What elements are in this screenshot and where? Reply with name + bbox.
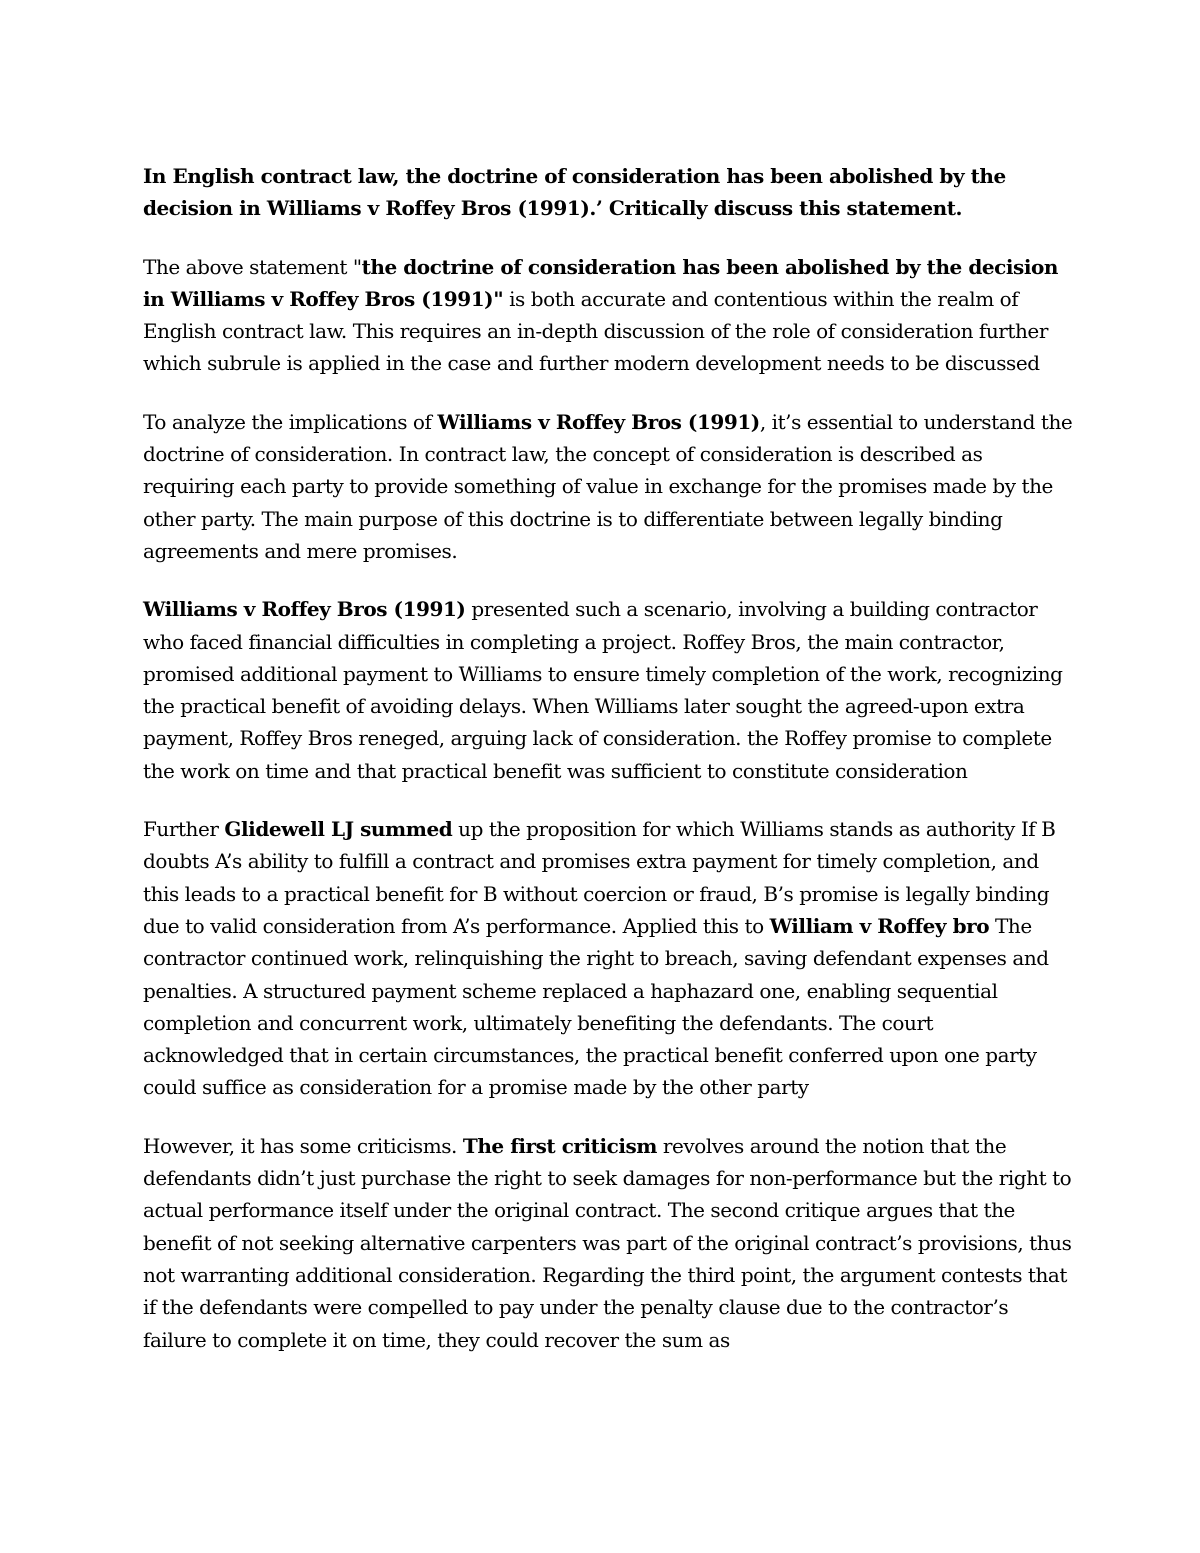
paragraph-criticisms bbox=[143, 1130, 1073, 1356]
text-run: is both accurate and contentious within the realm of English contract law. This requires an in-depth discussion of the role of consideration further which subrule is applied in the case and further modern development needs to be discussed bbox=[143, 286, 1048, 376]
paragraph-doctrine bbox=[143, 406, 1073, 567]
paragraph-glidewell bbox=[143, 813, 1073, 1104]
text-run: revolves around the notion that the defendants didn’t just purchase the right to seek damages for non-performance but the right to actual performance itself under the original contract. The second critique argues that the benefit of not seeking alternative carpenters was part of the original contract’s provisions, thus not warranting additional consideration. Regarding the third point, the argument contests that if the defendants were compelled to pay under the penalty clause due to the contractor’s failure to complete it on time, they could recover the sum as bbox=[143, 1133, 1072, 1352]
bold-text-run: William v Roffey bro bbox=[769, 913, 990, 938]
text-run: However, it has some criticisms. bbox=[143, 1133, 463, 1158]
document-body bbox=[143, 160, 1073, 1382]
bold-text-run: Glidewell LJ summed bbox=[224, 817, 453, 842]
text-run: , it’s essential to understand the doctrine of consideration. In contract law, the concept of consideration is described as requiring each party to provide something of value in exchange for the promises made by the other party. The main purpose of this doctrine is to differentiate between legally binding agreements and mere promises. bbox=[143, 409, 1073, 563]
text-run: The above statement " bbox=[143, 254, 362, 279]
bold-text-run: The first criticism bbox=[462, 1133, 657, 1158]
text-run: up the proposition for which Williams stands as authority If B doubts A’s ability to fulfill a contract and promises extra payment for timely completion, and this leads to a practical benefit for B without coercion or fraud, B’s promise is legally binding due to valid consideration from A’s performance. Applied this to bbox=[143, 817, 1056, 938]
essay-question: In English contract law, the doctrine of consideration has been abolished by the decision in Williams v Roffey Bros (1991).’ Critically discuss this statement. bbox=[143, 164, 1006, 221]
paragraph-case-facts bbox=[143, 593, 1073, 787]
paragraph-intro bbox=[143, 251, 1073, 380]
text-run: presented such a scenario, involving a building contractor who faced financial difficulties in completing a project. Roffey Bros, the main contractor, promised additional payment to Williams to ensure timely completion of the work, recognizing the practical benefit of avoiding delays. When Williams later sought the agreed-upon extra payment, Roffey Bros reneged, arguing lack of consideration. the Roffey promise to complete the work on time and that practical benefit was sufficient to constitute consideration bbox=[143, 597, 1063, 783]
bold-text-run: the doctrine of consideration has been abolished by the decision in Williams v Roffey Bros (1991)" bbox=[143, 254, 1058, 311]
text-run: The contractor continued work, relinquishing the right to breach, saving defendant expenses and penalties. A structured payment scheme replaced a haphazard one, enabling sequential completion and concurrent work, ultimately benefiting the defendants. The court acknowledged that in certain circumstances, the practical benefit conferred upon one party could suffice as consideration for a promise made by the other party bbox=[143, 913, 1049, 1100]
text-run: To analyze the implications of bbox=[143, 409, 438, 434]
bold-text-run: Williams v Roffey Bros (1991) bbox=[143, 597, 466, 622]
bold-text-run: Williams v Roffey Bros (1991) bbox=[437, 409, 760, 434]
text-run: Further bbox=[143, 817, 225, 842]
